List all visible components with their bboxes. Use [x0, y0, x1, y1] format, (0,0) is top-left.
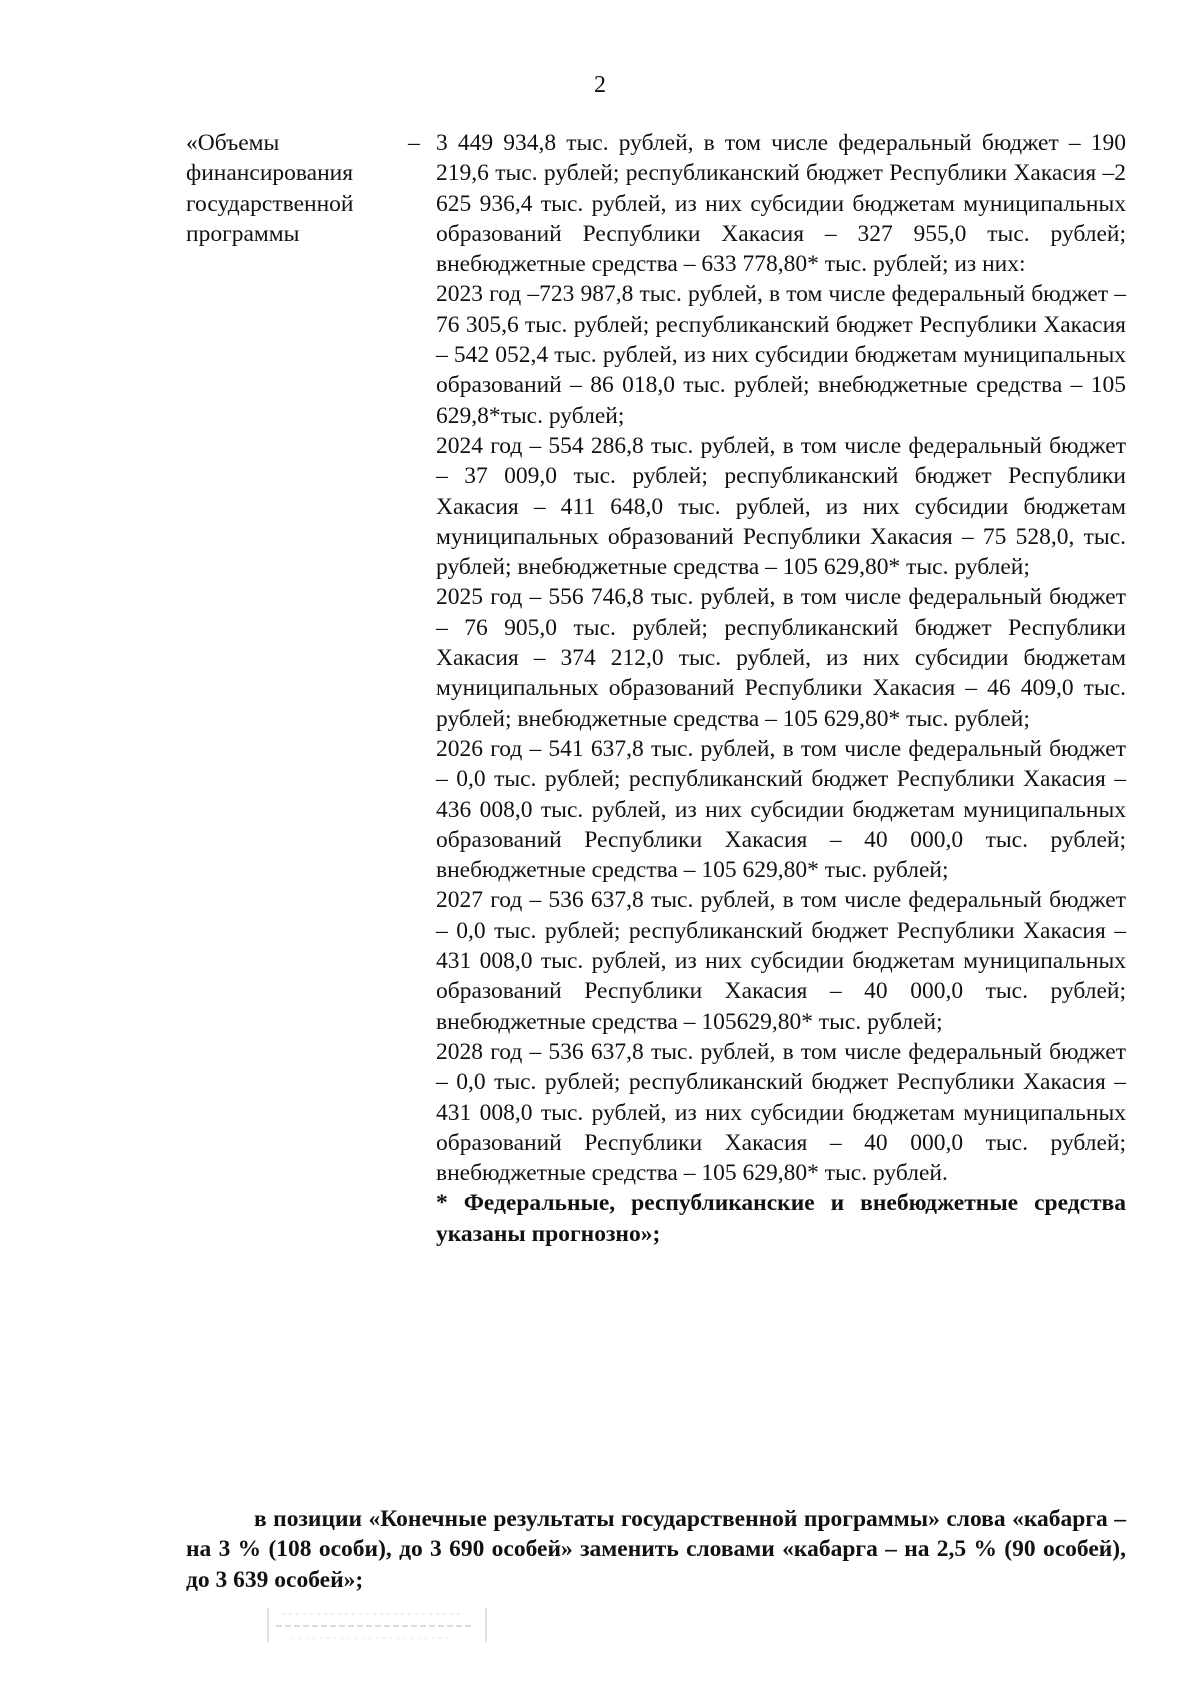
financing-footnote: * Федеральные, республиканские и внебюджетные средства указаны прогнозно»;: [436, 1190, 1126, 1247]
financing-2028-paragraph: 2028 год – 536 637,8 тыс. рублей, в том числе федеральный бюджет – 0,0 тыс. рублей; республиканский бюджет Республики Хакасия – 431 008,0 тыс. рублей, из них субсидии бюджетам муниципальных образований Республики Хакасия – 40 000,0 тыс. рублей; внебюджетные средства – 105 629,80* тыс. рублей.: [436, 1038, 1126, 1187]
financing-2026-paragraph: 2026 год – 541 637,8 тыс. рублей, в том числе федеральный бюджет – 0,0 тыс. рублей; республиканский бюджет Республики Хакасия – 436 008,0 тыс. рублей, из них субсидии бюджетам муниципальных образований Республики Хакасия – 40 000,0 тыс. рублей; внебюджетные средства – 105 629,80* тыс. рублей;: [436, 735, 1126, 884]
financing-2023-paragraph: 2023 год –723 987,8 тыс. рублей, в том числе федеральный бюджет – 76 305,6 тыс. рублей; республиканский бюджет Республики Хакасия – 542 052,4 тыс. рублей, из них субсидии бюджетам муниципальных образований – 86 018,0 тыс. рублей; внебюджетные средства – 105 629,8*тыс. рублей;: [436, 281, 1126, 429]
amendment-paragraph: в позиции «Конечные результаты государственной программы» слова «кабарга – на 3 % (108 особи), до 3 690 особей» заменить словами «кабарга – на 2,5 % (90 особей), до 3 639 особей»;: [186, 1506, 1126, 1593]
financing-2027-paragraph: 2027 год – 536 637,8 тыс. рублей, в том числе федеральный бюджет – 0,0 тыс. рублей; республиканский бюджет Республики Хакасия – 431 008,0 тыс. рублей, из них субсидии бюджетам муниципальных образований Республики Хакасия – 40 000,0 тыс. рублей; внебюджетные средства – 105629,80* тыс. рублей;: [436, 887, 1126, 1035]
financing-total-paragraph: 3 449 934,8 тыс. рублей, в том числе федеральный бюджет – 190 219,6 тыс. рублей; республиканский бюджет Республики Хакасия –2 625 936,4 тыс. рублей, из них субсидии бюджетам муниципальных образований Республики Хакасия – 327 955,0 тыс. рублей; внебюджетные средства – 633 778,80* тыс. рублей; из них:: [436, 130, 1126, 278]
financing-2025-paragraph: 2025 год – 556 746,8 тыс. рублей, в том числе федеральный бюджет – 76 905,0 тыс. рублей; республиканский бюджет Республики Хакасия – 374 212,0 тыс. рублей, из них субсидии бюджетам муниципальных образований Республики Хакасия – 46 409,0 тыс. рублей; внебюджетные средства – 105 629,80* тыс. рублей;: [436, 584, 1126, 732]
passport-value: [436, 128, 1126, 1249]
passport-label: «Объемы финансирования государственной программы: [186, 130, 354, 247]
passport-dash: –: [408, 130, 420, 156]
page-number: 2: [594, 72, 606, 98]
financing-2024-paragraph: 2024 год – 554 286,8 тыс. рублей, в том числе федеральный бюджет – 37 009,0 тыс. рублей; республиканский бюджет Республики Хакасия – 411 648,0 тыс. рублей, из них субсидии бюджетам муниципальных образований Республики Хакасия – 75 528,0, тыс. рублей; внебюджетные средства – 105 629,80* тыс. рублей;: [436, 432, 1126, 581]
faint-stamp-mark: [262, 1600, 492, 1650]
